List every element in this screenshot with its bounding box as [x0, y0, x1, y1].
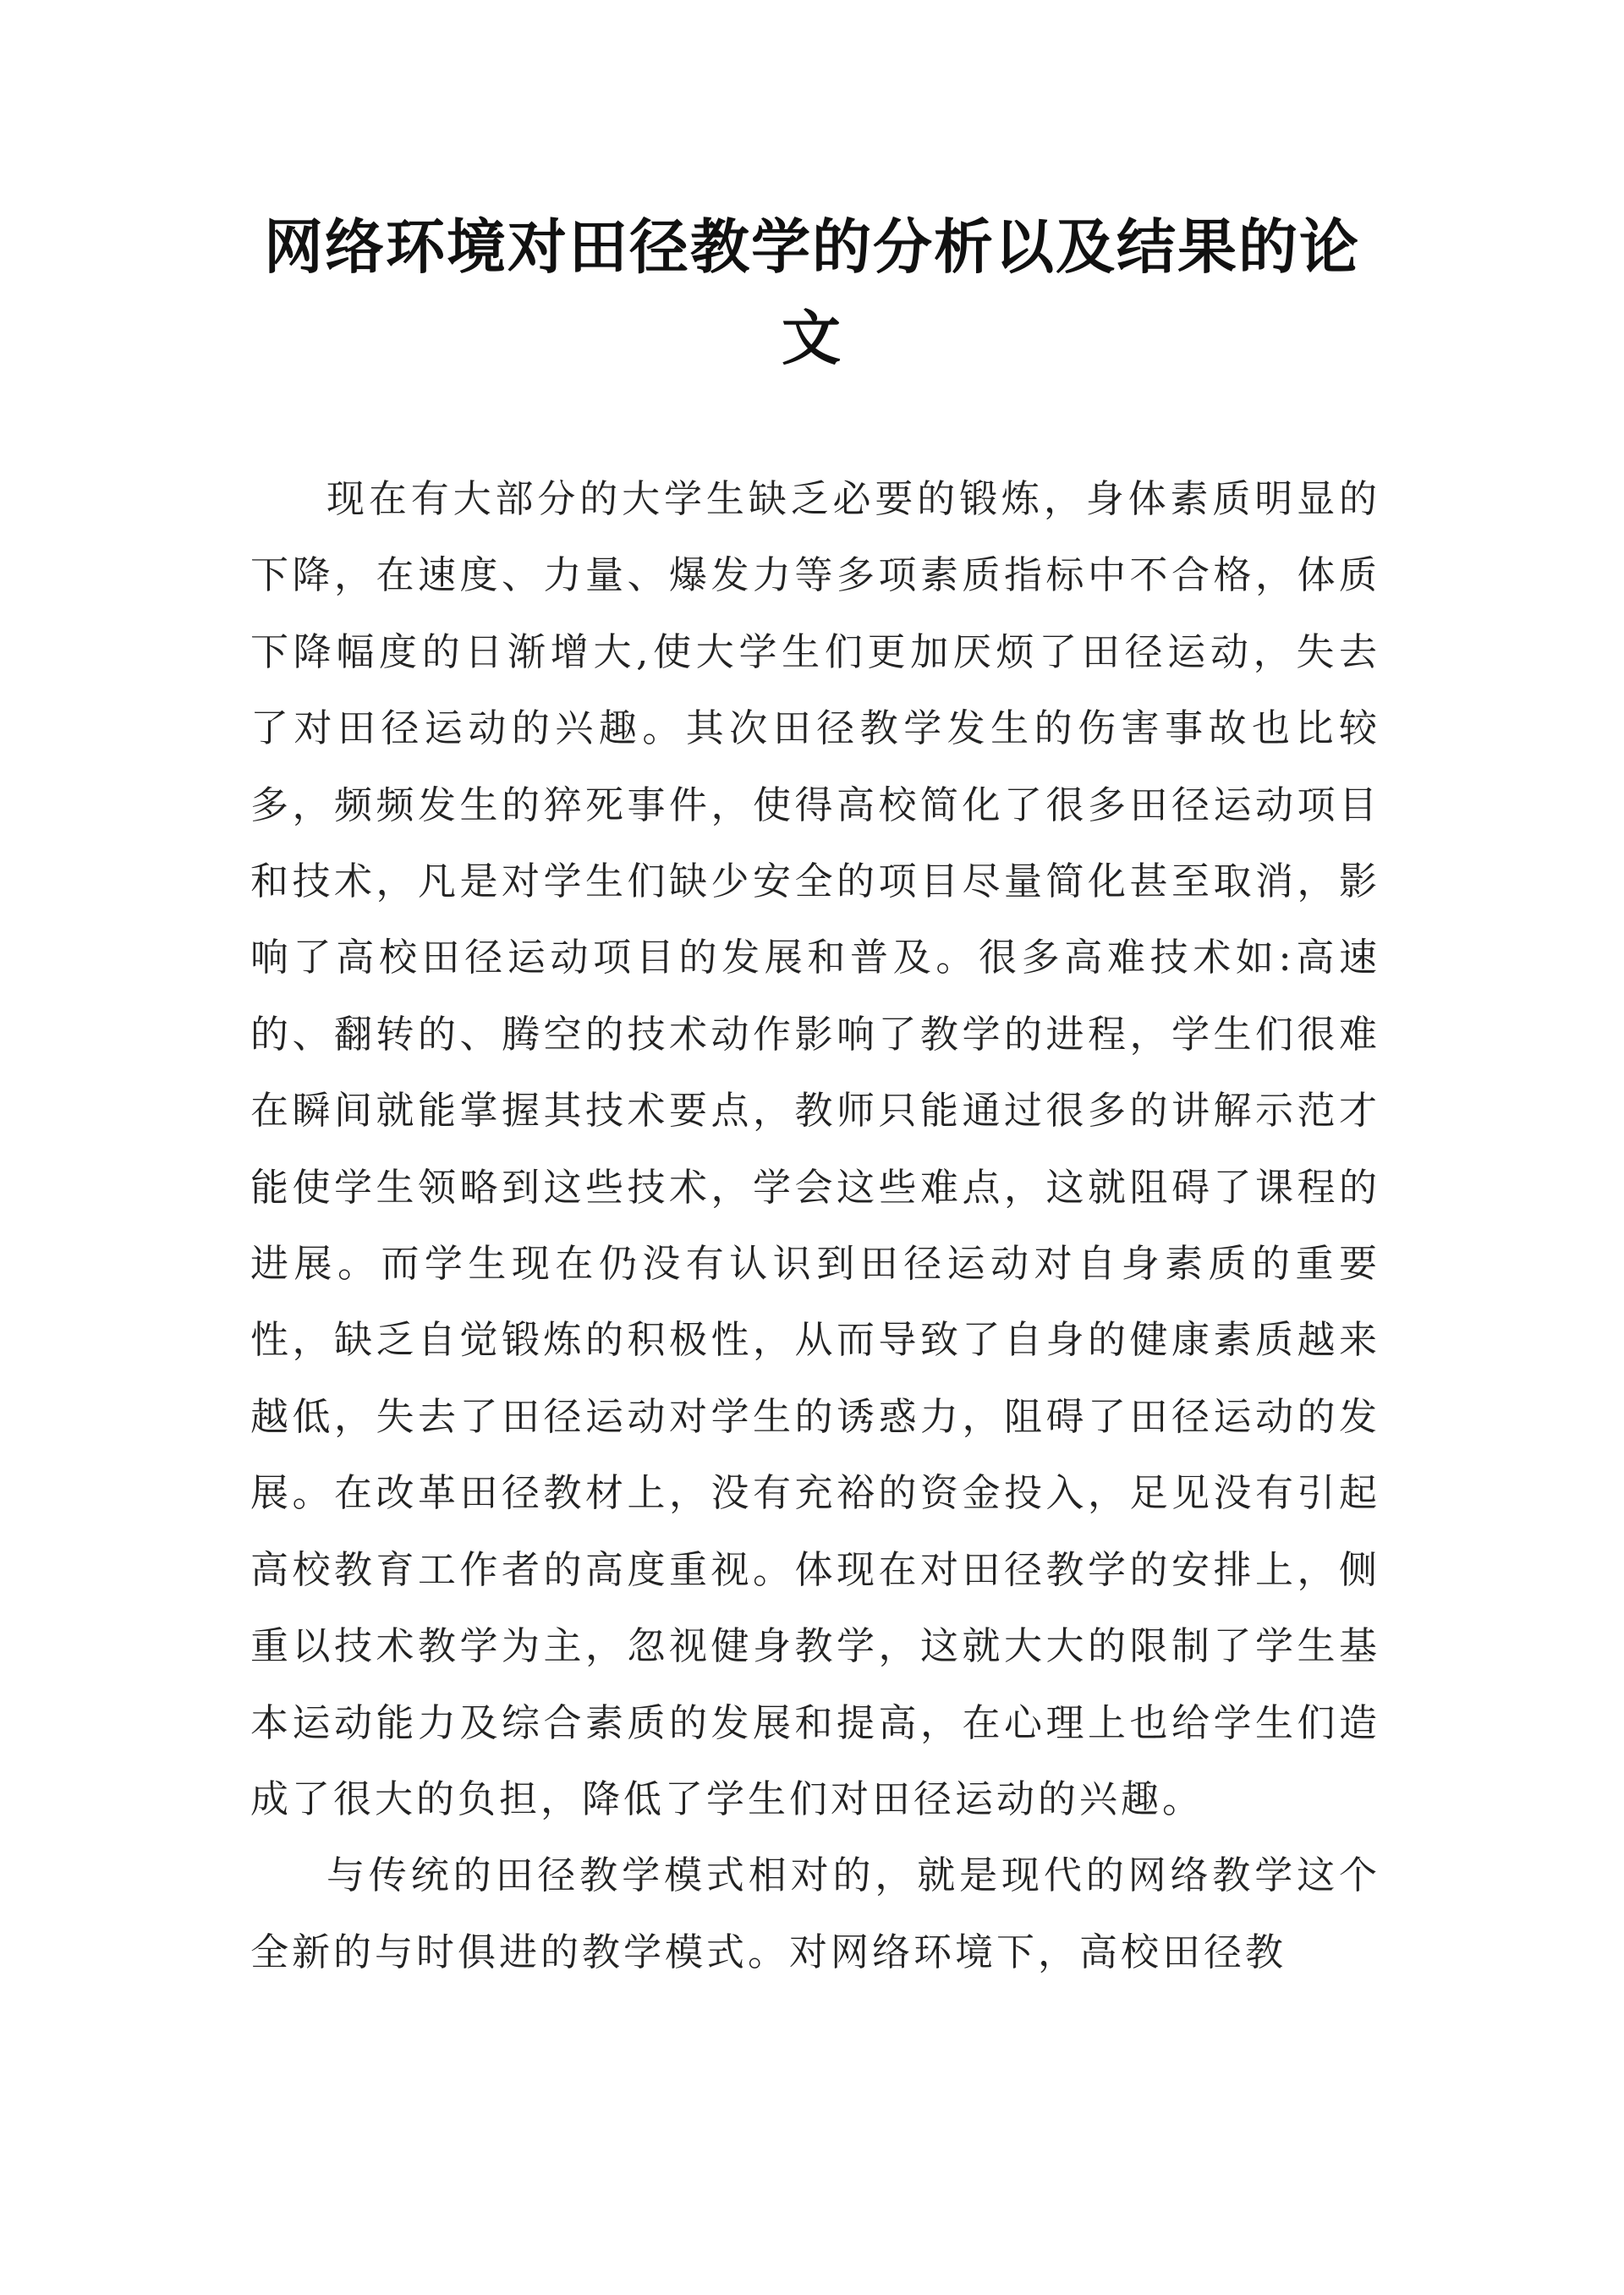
document-title: [254, 201, 1370, 384]
paragraph: 现在有大部分的大学生缺乏必要的锻炼，身体素质明显的下降，在速度、力量、爆发力等多项素质指标中不合格，体质下降幅度的日渐增大,使大学生们更加厌烦了田径运动，失去了对田径运动的兴趣。其次田径教学发生的伤害事故也比较多，频频发生的猝死事件，使得高校简化了很多田径运动项目和技术，凡是对学生们缺少安全的项目尽量简化甚至取消，影响了高校田径运动项目的发展和普及。很多高难技术如:高速的、翻转的、腾空的技术动作影响了教学的进程，学生们很难在瞬间就能掌握其技术要点，教师只能通过很多的讲解示范才能使学生领略到这些技术，学会这些难点，这就阻碍了课程的进展。而学生现在仍没有认识到田径运动对自身素质的重要性，缺乏自觉锻炼的积极性，从而导致了自身的健康素质越来越低，失去了田径运动对学生的诱惑力，阻碍了田径运动的发展。在改革田径教材上，没有充裕的资金投入，足见没有引起高校教育工作者的高度重视。体现在对田径教学的安排上，侧重以技术教学为主，忽视健身教学，这就大大的限制了学生基本运动能力及综合素质的发展和提高，在心理上也给学生们造成了很大的负担，降低了学生们对田径运动的兴趣。: [250, 476, 1380, 1821]
document-body: [250, 461, 1380, 1990]
title-line-1: 网络环境对田径教学的分析以及结果的论: [264, 212, 1360, 282]
title-line-2: 文: [782, 304, 842, 373]
paragraph: 与传统的田径教学模式相对的，就是现代的网络教学这个全新的与时俱进的教学模式。对网络环境下，高校田径教: [250, 1853, 1380, 1974]
